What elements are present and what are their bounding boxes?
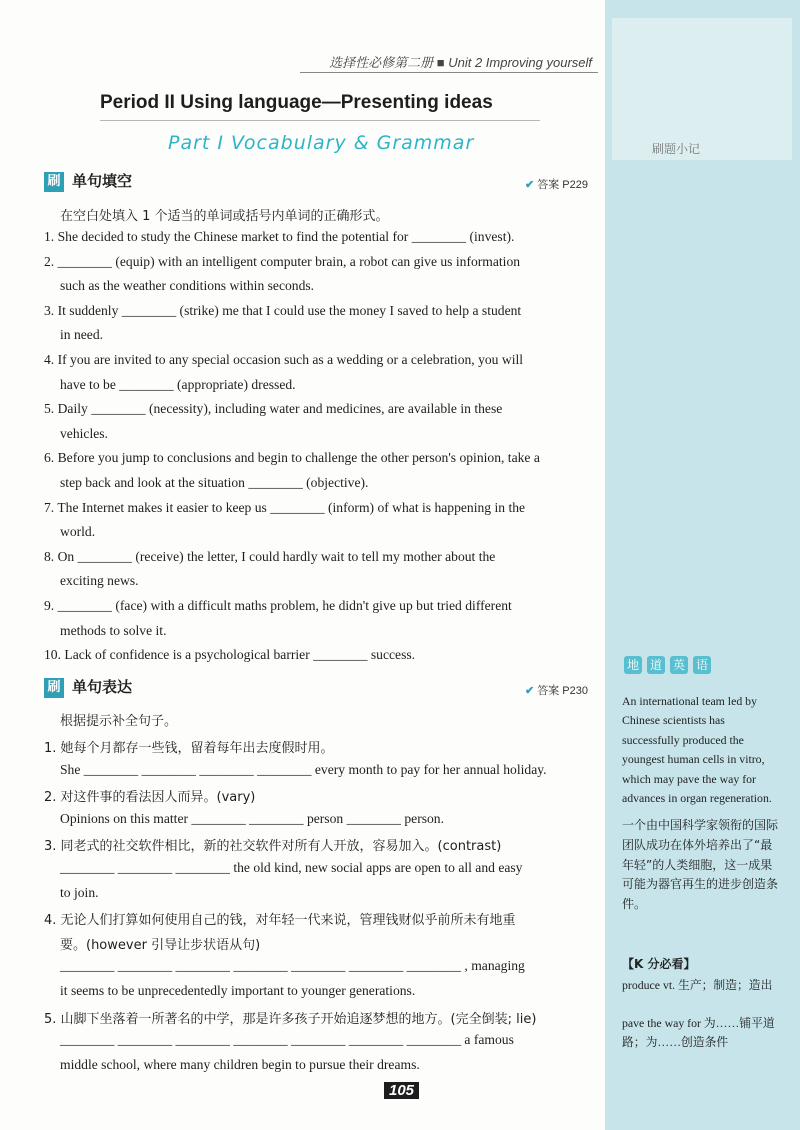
section1-instruction: 在空白处填入 1 个适当的单词或括号内单词的正确形式。 xyxy=(60,209,389,224)
s2-line: 3. 同老式的社交软件相比，新的社交软件对所有人开放，容易加入。(contrast) xyxy=(44,839,502,855)
s1-line: 4. If you are invited to any special occasion such as a wedding or a celebration, you will xyxy=(44,352,524,367)
s1-line: 1. She decided to study the Chinese market to find the potential for ________ (invest). xyxy=(44,229,515,244)
section2-title: 单句表达 xyxy=(72,678,133,696)
s2-line: 1. 她每个月都存一些钱，留着每年出去度假时用。 xyxy=(44,741,334,756)
part-heading: Part I Vocabulary & Grammar xyxy=(168,132,475,154)
section2-badge: 刷 xyxy=(44,678,64,698)
s1-line: have to be ________ (appropriate) dressed. xyxy=(60,376,296,392)
s1-line: methods to solve it. xyxy=(60,622,167,638)
s2-line: middle school, where many children begin to pursue their dreams. xyxy=(60,1056,420,1072)
section1-badge: 刷 xyxy=(44,172,64,192)
s1-line: vehicles. xyxy=(60,425,108,441)
s2-line: 要。(however 引导让步状语从句) xyxy=(60,937,261,953)
section2-instruction: 根据提示补全句子。 xyxy=(60,714,178,729)
s1-line: 7. The Internet makes it easier to keep us ________ (inform) of what is happening in the xyxy=(44,499,526,515)
s1-line: 8. On ________ (receive) the letter, I could hardly wait to tell my mother about the xyxy=(44,548,496,564)
section2-answer-ref: ✔ 答案 P230 xyxy=(525,685,588,697)
s2-line: Opinions on this matter ________ ________ person ________ person. xyxy=(60,810,444,826)
sidebar-photo xyxy=(612,18,792,160)
sidebar-heading: 地 道 英 语 xyxy=(624,656,716,674)
sidebar-notes-title: 【K 分必看】 xyxy=(622,957,696,971)
s2-line: 4. 无论人们打算如何使用自己的钱，对年轻一代来说，管理钱财似乎前所未有地重 xyxy=(44,913,516,929)
s1-line: world. xyxy=(60,524,96,540)
s2-line: to join. xyxy=(60,884,99,900)
page-number: 105 xyxy=(384,1082,419,1099)
s1-line: step back and look at the situation ________ (objective). xyxy=(60,475,369,490)
s2-line: ________ ________ ________ ________ ________ ________ ________ a famous xyxy=(60,1032,514,1048)
sidebar-note-1: produce vt. 生产；制造；造出 xyxy=(622,978,773,992)
s1-line: 6. Before you jump to conclusions and begin to challenge the other person's opinion, take a xyxy=(44,450,540,466)
running-head: 选择性必修第二册 ■ Unit 2 Improving yourself xyxy=(329,55,592,70)
s1-line: in need. xyxy=(60,327,104,343)
s2-line: 2. 对这件事的看法因人而异。(vary) xyxy=(44,790,256,806)
s2-line: 5. 山脚下坐落着一所著名的中学，那是许多孩子开始追逐梦想的地方。(完全倒装; lie) xyxy=(44,1011,537,1027)
s2-line: ________ ________ ________ the old kind, new social apps are open to all and easy xyxy=(60,860,523,875)
s1-line: 3. It suddenly ________ (strike) me that I could use the money I saved to help a student xyxy=(44,302,522,318)
section1-title: 单句填空 xyxy=(72,172,133,190)
s2-line: it seems to be unprecedentedly important to younger generations. xyxy=(60,983,416,998)
check-icon: ✔ xyxy=(525,685,535,697)
s1-line: 10. Lack of confidence is a psychological barrier ________ success. xyxy=(44,647,416,663)
sidebar-note-2: pave the way for 为……铺平道路；为……创造条件 xyxy=(622,1016,775,1050)
s1-line: such as the weather conditions within seconds. xyxy=(60,278,315,294)
sidebar-english: An international team led by Chinese scientists has successfully produced the youngest human cells in vitro, which may pave the way for advances in organ regeneration. xyxy=(622,694,772,806)
s1-line: exciting news. xyxy=(60,573,139,589)
s1-line: 2. ________ (equip) with an intelligent computer brain, a robot can give us information xyxy=(44,253,521,269)
s1-line: 5. Daily ________ (necessity), including water and medicines, are available in these xyxy=(44,401,503,417)
sidebar-caption: 刷题小记 xyxy=(652,142,701,156)
section2-heading xyxy=(44,676,132,698)
title-rule xyxy=(100,120,540,121)
sidebar-chinese: 一个由中国科学家领衔的国际团队成功在体外培养出了“最年轻”的人类细胞，这一成果可能为器官再生的进步创造条件。 xyxy=(622,818,779,912)
section1-heading xyxy=(44,170,132,192)
s1-line: 9. ________ (face) with a difficult maths problem, he didn't give up but tried different xyxy=(44,598,512,613)
check-icon: ✔ xyxy=(525,179,535,191)
page-title: Period II Using language—Presenting ideas xyxy=(100,92,493,113)
s2-line: She ________ ________ ________ ________ every month to pay for her annual holiday. xyxy=(60,761,547,777)
s2-line: ________ ________ ________ ________ ________ ________ ________ , managing xyxy=(60,958,525,974)
section1-answer-ref: ✔ 答案 P229 xyxy=(525,179,588,191)
running-head-rule xyxy=(300,72,598,73)
